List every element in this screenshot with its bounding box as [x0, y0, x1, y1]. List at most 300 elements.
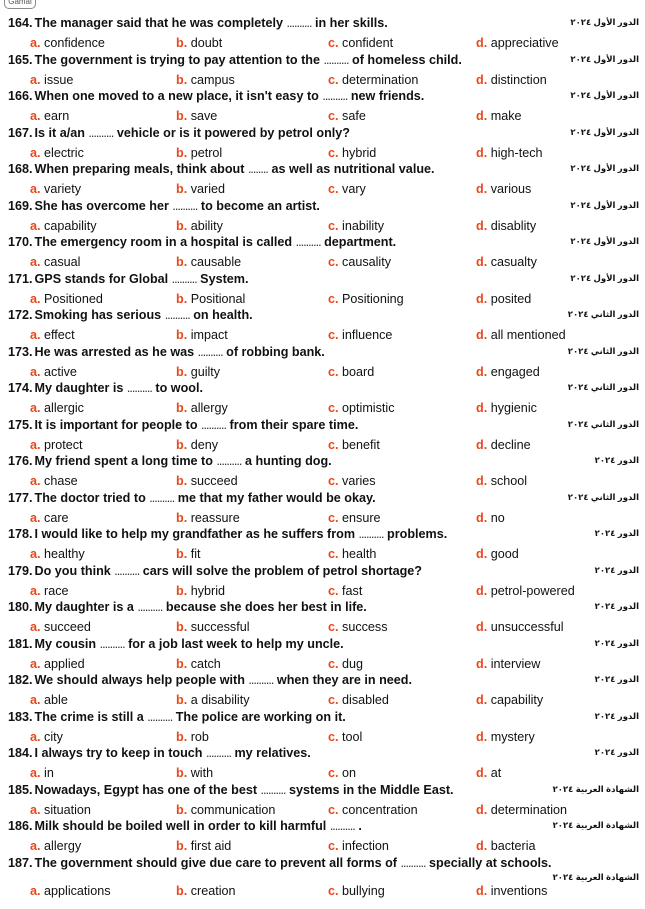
- option-text: catch: [190, 656, 221, 671]
- option-text: causality: [342, 255, 392, 269]
- option-c: [328, 73, 418, 88]
- answer-options: [0, 547, 645, 562]
- option-b: [176, 693, 250, 708]
- option-d: [476, 255, 537, 270]
- question-text-after: as well as nutritional value.: [271, 162, 435, 176]
- option-a: [30, 365, 77, 380]
- question-text-before: Do you think: [34, 563, 111, 578]
- option-text: situation: [44, 802, 91, 817]
- question-number: 167.: [8, 125, 33, 140]
- option-letter: d.: [476, 729, 488, 744]
- option-c: [328, 365, 374, 380]
- answer-blank: ..........: [197, 344, 223, 359]
- option-text: decline: [490, 437, 531, 452]
- question-text-after: new friends.: [350, 89, 425, 103]
- option-text: doubt: [190, 36, 223, 50]
- option-a: [30, 730, 63, 745]
- option-text: successful: [190, 620, 250, 634]
- question-text-before: The manager said that he was completely: [34, 16, 283, 30]
- option-b: [176, 438, 218, 453]
- question-item: [0, 855, 645, 900]
- option-a: [30, 438, 83, 453]
- question-item: [0, 636, 645, 673]
- option-a: [30, 511, 69, 526]
- question-number: 174.: [8, 381, 33, 395]
- option-b: [176, 255, 241, 270]
- answer-blank: ..........: [295, 235, 321, 249]
- answer-options: [0, 146, 645, 161]
- answer-blank: ..........: [322, 89, 348, 103]
- option-d: [476, 292, 531, 307]
- option-letter: b.: [176, 656, 188, 671]
- answer-options: [0, 474, 645, 489]
- answer-options: [0, 803, 645, 818]
- option-letter: a.: [30, 182, 41, 196]
- question-stem: [8, 308, 568, 323]
- option-b: [176, 401, 228, 416]
- question-number: 176.: [8, 454, 33, 468]
- option-d: [476, 657, 540, 672]
- question-text-after: from their spare time.: [229, 417, 359, 432]
- option-text: casualty: [490, 255, 537, 269]
- exam-source-label: الدور الثاني ٢٠٢٤: [567, 382, 639, 392]
- question-stem: [8, 783, 568, 798]
- exam-source-label: الدور الأول ٢٠٢٤: [570, 199, 639, 210]
- option-c: [328, 730, 362, 745]
- option-a: [30, 474, 78, 489]
- option-letter: a.: [30, 328, 41, 342]
- question-text-before: I would like to help my grandfather as he suffers from: [34, 527, 356, 541]
- option-letter: d.: [476, 510, 488, 525]
- exam-source-label: الدور ٢٠٢٤: [594, 637, 639, 648]
- question-item: [0, 672, 645, 709]
- question-item: [0, 380, 645, 417]
- option-letter: a.: [30, 766, 41, 780]
- exam-source-label: الدور الأول ٢٠٢٤: [570, 163, 639, 173]
- option-letter: c.: [328, 145, 339, 160]
- question-item: [0, 125, 645, 162]
- option-text: fit: [190, 547, 201, 561]
- question-item: [0, 782, 645, 819]
- option-letter: a.: [30, 802, 41, 817]
- question-item: [0, 88, 645, 125]
- option-letter: a.: [30, 583, 41, 598]
- question-stem: [8, 89, 568, 104]
- option-text: campus: [190, 72, 235, 87]
- option-letter: d.: [476, 802, 488, 817]
- question-text-after: department.: [324, 235, 397, 249]
- option-letter: b.: [176, 182, 188, 196]
- question-text-before: He was arrested as he was: [34, 344, 195, 359]
- option-text: infection: [342, 839, 389, 853]
- question-stem: [8, 272, 568, 287]
- answer-blank: ..........: [358, 527, 384, 541]
- question-text-before: Smoking has serious: [34, 308, 162, 322]
- option-d: [476, 365, 540, 380]
- option-letter: b.: [176, 36, 188, 50]
- option-letter: d.: [476, 145, 488, 160]
- option-text: save: [190, 109, 218, 123]
- question-item: [0, 490, 645, 527]
- option-text: care: [44, 510, 69, 525]
- option-a: [30, 766, 54, 781]
- exam-source-label: الدور الأول ٢٠٢٤: [570, 126, 639, 137]
- option-text: no: [490, 510, 505, 525]
- option-text: inventions: [490, 883, 548, 898]
- option-text: interview: [490, 656, 541, 671]
- option-b: [176, 547, 201, 562]
- option-a: [30, 328, 75, 343]
- option-letter: d.: [476, 36, 488, 50]
- answer-options: [0, 620, 645, 635]
- option-letter: c.: [328, 255, 339, 269]
- option-c: [328, 219, 384, 234]
- question-text-before: GPS stands for Global: [34, 271, 169, 286]
- question-text-after: of robbing bank.: [226, 344, 325, 359]
- option-letter: c.: [328, 437, 339, 452]
- option-d: [476, 884, 547, 899]
- option-b: [176, 73, 235, 88]
- option-d: [476, 401, 537, 416]
- question-item: [0, 526, 645, 563]
- exam-source-label: الشهادة العربية ٢٠٢٤: [552, 783, 639, 794]
- question-item: [0, 453, 645, 490]
- exam-source-label: الدور الأول ٢٠٢٤: [570, 272, 639, 283]
- answer-blank: ..........: [164, 308, 190, 322]
- option-text: vary: [342, 182, 366, 196]
- question-number: 177.: [8, 490, 33, 505]
- option-b: [176, 292, 245, 307]
- answer-options: [0, 438, 645, 453]
- option-letter: c.: [328, 883, 339, 898]
- option-d: [476, 328, 566, 343]
- option-letter: d.: [476, 883, 488, 898]
- option-letter: b.: [176, 72, 188, 87]
- option-text: protect: [44, 437, 83, 452]
- option-text: ability: [190, 218, 223, 233]
- option-text: mystery: [490, 729, 535, 744]
- question-text-after: to wool.: [155, 381, 203, 395]
- question-text-before: Milk should be boiled well in order to kill harmful: [34, 819, 327, 833]
- option-letter: c.: [328, 510, 339, 525]
- option-c: [328, 547, 376, 562]
- option-letter: d.: [476, 401, 488, 415]
- option-b: [176, 365, 220, 380]
- question-number: 181.: [8, 636, 33, 651]
- option-text: guilty: [190, 364, 221, 379]
- option-text: deny: [190, 437, 219, 452]
- option-a: [30, 803, 91, 818]
- option-letter: b.: [176, 883, 188, 898]
- option-c: [328, 438, 380, 453]
- option-d: [476, 547, 519, 562]
- question-text-before: The crime is still a: [34, 709, 144, 724]
- option-letter: a.: [30, 547, 41, 561]
- option-text: capability: [44, 218, 97, 233]
- option-letter: d.: [476, 218, 488, 233]
- answer-blank: ..........: [329, 819, 355, 833]
- option-letter: c.: [328, 766, 339, 780]
- option-letter: b.: [176, 291, 188, 306]
- option-a: [30, 219, 97, 234]
- question-item: [0, 15, 645, 52]
- question-number: 184.: [8, 746, 33, 760]
- question-number: 187.: [8, 855, 33, 870]
- option-b: [176, 511, 240, 526]
- option-letter: a.: [30, 364, 41, 379]
- option-text: high-tech: [490, 145, 543, 160]
- question-text-after: systems in the Middle East.: [289, 782, 454, 797]
- option-a: [30, 182, 81, 197]
- option-c: [328, 36, 393, 51]
- option-a: [30, 36, 105, 51]
- question-stem: [8, 527, 568, 542]
- option-text: petrol: [190, 145, 223, 160]
- option-text: issue: [44, 72, 74, 87]
- option-b: [176, 182, 225, 197]
- answer-blank: ..........: [216, 454, 242, 468]
- option-letter: d.: [476, 328, 488, 342]
- question-item: [0, 344, 645, 381]
- answer-options: [0, 182, 645, 197]
- option-text: chase: [44, 474, 78, 488]
- option-letter: b.: [176, 583, 188, 598]
- answer-blank: ..........: [149, 490, 175, 505]
- option-letter: b.: [176, 839, 188, 853]
- option-letter: a.: [30, 474, 41, 488]
- option-text: success: [342, 620, 388, 634]
- question-text-before: My daughter is: [34, 381, 124, 395]
- question-text-after: System.: [200, 271, 249, 286]
- option-letter: c.: [328, 620, 339, 634]
- option-letter: c.: [328, 656, 339, 671]
- question-number: 166.: [8, 89, 33, 103]
- option-letter: d.: [476, 583, 488, 598]
- exam-source-label: الدور الأول ٢٠٢٤: [570, 236, 639, 246]
- option-letter: d.: [476, 437, 488, 452]
- option-letter: b.: [176, 364, 188, 379]
- answer-options: [0, 730, 645, 745]
- option-b: [176, 766, 213, 781]
- option-text: varies: [342, 474, 376, 488]
- answer-blank: ..........: [114, 563, 140, 578]
- option-text: creation: [190, 883, 236, 898]
- answer-options: [0, 766, 645, 781]
- question-text-before: The emergency room in a hospital is called: [34, 235, 293, 249]
- question-number: 164.: [8, 16, 33, 30]
- option-text: active: [44, 364, 77, 379]
- option-text: varied: [190, 182, 226, 196]
- question-text-before: The doctor tried to: [34, 490, 146, 505]
- exam-source-label: الدور الثاني ٢٠٢٤: [567, 309, 639, 319]
- option-a: [30, 657, 85, 672]
- question-stem: [8, 746, 568, 761]
- option-c: [328, 328, 392, 343]
- option-c: [328, 146, 376, 161]
- option-letter: b.: [176, 145, 188, 160]
- option-a: [30, 255, 80, 270]
- question-text-before: I always try to keep in touch: [34, 746, 203, 760]
- option-text: benefit: [342, 437, 380, 452]
- question-item: [0, 271, 645, 308]
- option-text: school: [490, 474, 528, 488]
- answer-blank: ..........: [99, 636, 125, 651]
- option-letter: b.: [176, 693, 188, 707]
- option-letter: c.: [328, 839, 339, 853]
- option-c: [328, 182, 366, 197]
- option-letter: c.: [328, 291, 339, 306]
- option-letter: b.: [176, 109, 188, 123]
- option-text: health: [342, 547, 377, 561]
- question-text-after: a hunting dog.: [244, 454, 332, 468]
- option-b: [176, 730, 209, 745]
- option-text: concentration: [342, 802, 418, 817]
- option-letter: d.: [476, 839, 488, 853]
- option-text: electric: [44, 145, 84, 160]
- option-a: [30, 146, 84, 161]
- option-text: make: [490, 109, 522, 123]
- author-logo: Gamal: [4, 0, 36, 9]
- question-item: [0, 709, 645, 746]
- option-text: ensure: [342, 510, 381, 525]
- question-number: 168.: [8, 162, 33, 176]
- question-item: [0, 52, 645, 89]
- question-text-before: It is important for people to: [34, 417, 198, 432]
- exam-source-label: الدور ٢٠٢٤: [594, 674, 639, 684]
- question-number: 182.: [8, 673, 33, 687]
- option-text: allergy: [190, 401, 228, 415]
- option-text: good: [490, 547, 519, 561]
- option-letter: a.: [30, 109, 41, 123]
- option-letter: a.: [30, 437, 41, 452]
- option-text: race: [44, 583, 69, 598]
- question-item: [0, 417, 645, 454]
- option-text: impact: [190, 328, 228, 342]
- option-c: [328, 255, 391, 270]
- question-item: [0, 307, 645, 344]
- option-b: [176, 584, 225, 599]
- question-number: 172.: [8, 308, 33, 322]
- option-letter: c.: [328, 328, 339, 342]
- option-text: determination: [490, 802, 568, 817]
- option-text: able: [44, 693, 68, 707]
- question-number: 165.: [8, 52, 33, 67]
- question-text-after: cars will solve the problem of petrol shortage?: [142, 563, 423, 578]
- option-letter: a.: [30, 401, 41, 415]
- option-letter: d.: [476, 72, 488, 87]
- option-text: succeed: [190, 474, 238, 488]
- option-text: petrol-powered: [490, 583, 575, 598]
- option-text: engaged: [490, 364, 540, 379]
- question-number: 183.: [8, 709, 33, 724]
- answer-blank: ..........: [205, 746, 231, 760]
- option-text: Positioned: [44, 291, 103, 306]
- option-c: [328, 620, 388, 635]
- option-text: succeed: [44, 620, 91, 634]
- option-letter: c.: [328, 547, 339, 561]
- option-letter: d.: [476, 474, 488, 488]
- option-a: [30, 693, 68, 708]
- option-letter: c.: [328, 474, 339, 488]
- option-letter: d.: [476, 109, 488, 123]
- option-letter: b.: [176, 218, 188, 233]
- option-letter: a.: [30, 839, 41, 853]
- option-letter: b.: [176, 729, 188, 744]
- option-d: [476, 584, 575, 599]
- question-text-before: When preparing meals, think about: [34, 162, 245, 176]
- question-text-after: when they are in need.: [276, 673, 412, 687]
- option-text: influence: [342, 328, 393, 342]
- option-letter: a.: [30, 620, 41, 634]
- option-letter: a.: [30, 693, 41, 707]
- option-letter: c.: [328, 401, 339, 415]
- exam-source-label: الدور ٢٠٢٤: [594, 564, 639, 575]
- exam-source-label: الدور الثاني ٢٠٢٤: [567, 491, 639, 502]
- option-letter: d.: [476, 364, 488, 379]
- question-text-before: When one moved to a new place, it isn't easy to: [34, 89, 319, 103]
- question-text-before: The government should give due care to prevent all forms of: [34, 855, 398, 870]
- option-c: [328, 511, 381, 526]
- option-text: reassure: [190, 510, 240, 525]
- option-c: [328, 693, 389, 708]
- question-stem: [8, 16, 568, 31]
- question-stem: [8, 418, 568, 433]
- option-c: [328, 884, 385, 899]
- question-item: [0, 161, 645, 198]
- question-text-after: for a job last week to help my uncle.: [128, 636, 344, 651]
- option-d: [476, 146, 543, 161]
- option-b: [176, 109, 217, 124]
- option-letter: b.: [176, 437, 188, 452]
- option-c: [328, 657, 363, 672]
- option-text: causable: [190, 255, 242, 269]
- question-stem: [8, 345, 568, 360]
- answer-options: [0, 292, 645, 307]
- option-letter: a.: [30, 510, 41, 525]
- option-d: [476, 438, 531, 453]
- option-letter: a.: [30, 218, 41, 233]
- answer-blank: ..........: [137, 600, 163, 614]
- answer-options: [0, 657, 645, 672]
- option-text: distinction: [490, 72, 547, 87]
- answer-blank: ..........: [147, 709, 173, 724]
- option-a: [30, 109, 69, 124]
- option-text: fast: [342, 583, 363, 598]
- option-d: [476, 511, 505, 526]
- option-text: hybrid: [342, 145, 377, 160]
- option-letter: a.: [30, 145, 41, 160]
- option-text: dug: [342, 656, 364, 671]
- question-text-before: My cousin: [34, 636, 97, 651]
- option-letter: a.: [30, 72, 41, 87]
- question-item: [0, 745, 645, 782]
- question-stem: [8, 673, 568, 688]
- exam-source-label: الشهادة العربية ٢٠٢٤: [552, 871, 639, 882]
- option-letter: b.: [176, 510, 188, 525]
- option-letter: c.: [328, 583, 339, 598]
- answer-options: [0, 109, 645, 124]
- option-d: [476, 73, 547, 88]
- question-text-after: on health.: [193, 308, 253, 322]
- question-number: 180.: [8, 600, 33, 614]
- header-decoration: [92, 0, 182, 6]
- answer-options: [0, 584, 645, 599]
- option-b: [176, 474, 238, 489]
- option-b: [176, 803, 275, 818]
- question-text-before: Nowadays, Egypt has one of the best: [34, 782, 258, 797]
- option-letter: d.: [476, 291, 488, 306]
- answer-options: [0, 693, 645, 708]
